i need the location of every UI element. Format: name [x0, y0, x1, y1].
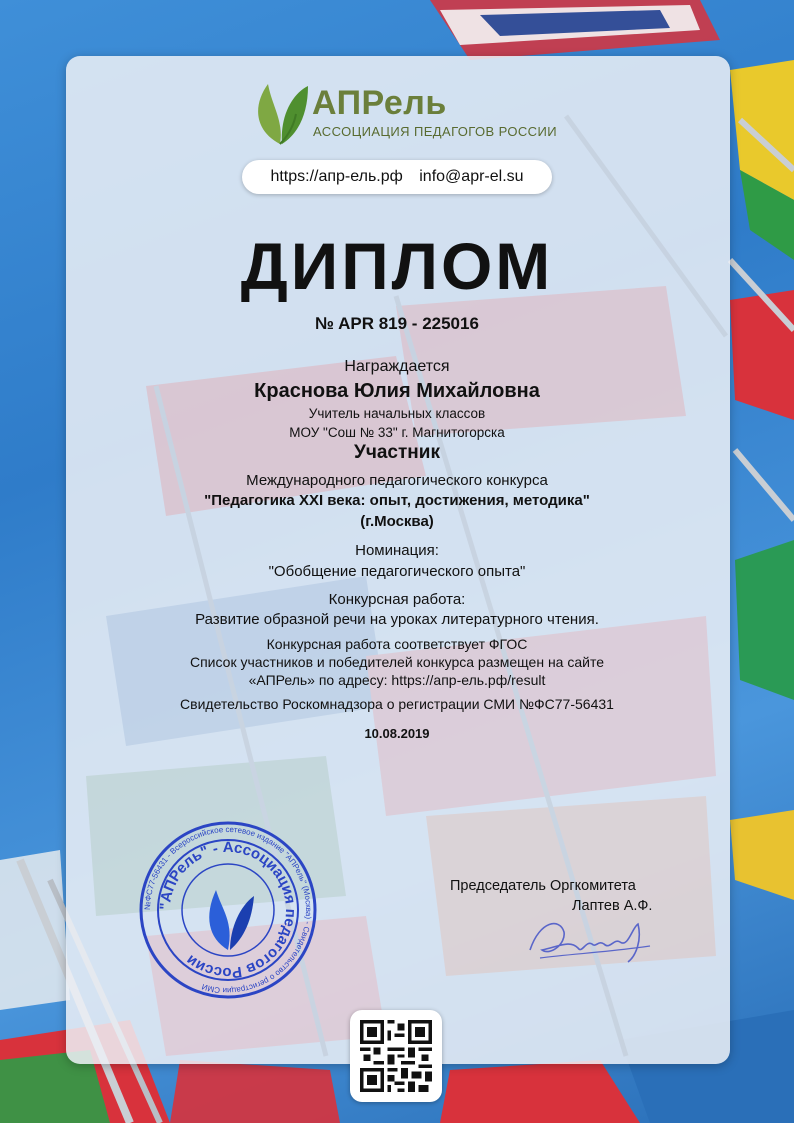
qr-code[interactable] [350, 1010, 442, 1102]
recipient-position: Учитель начальных классов [308, 406, 486, 421]
logo-subtitle: АССОЦИАЦИЯ ПЕДАГОГОВ РОССИИ [313, 124, 557, 139]
email-link[interactable]: info@apr-el.su [419, 168, 524, 185]
fgos-note: Конкурсная работа соответствует ФГОС [266, 636, 528, 652]
results-note-line1: Список участников и победителей конкурса размещен на сайте [189, 654, 604, 670]
diploma-title: ДИПЛОМ [240, 229, 554, 303]
svg-text:№ФС77-56431 - Всероссийское се: №ФС77-56431 - Всероссийское сетевое издание "АПРель" (Москва) - Свидетельство о регистрации СМИ [142, 824, 314, 996]
awarded-label: Награждается [344, 358, 450, 375]
recipient-name: Краснова Юлия Михайловна [254, 380, 540, 402]
svg-text:"АПРель" - Ассоциация педагого: "АПРель" - Ассоциация педагогов России [156, 838, 300, 982]
recipient-school: МОУ "Сош № 33" г. Магнитогорска [289, 425, 505, 440]
work-label: Конкурсная работа: [328, 591, 466, 608]
nomination-value: "Обобщение педагогического опыта" [268, 563, 526, 580]
site-link[interactable]: https://апр-ель.рф [270, 168, 403, 185]
chairman-title: Председатель Оргкомитета [450, 878, 636, 894]
award-status: Участник [354, 442, 440, 463]
contest-type: Международного педагогического конкурса [246, 472, 548, 489]
work-title: Развитие образной речи на уроках литературного чтения. [195, 611, 599, 628]
contest-name: "Педагогика XXI века: опыт, достижения, методика" [204, 492, 590, 509]
contact-links [242, 160, 552, 194]
signer-name: Лаптев А.Ф. [572, 898, 653, 914]
logo-title: АПРель [312, 84, 447, 122]
nomination-label: Номинация: [355, 542, 439, 559]
stamp-seal [138, 820, 318, 1000]
qr-code-icon [360, 1020, 432, 1092]
contest-city: (г.Москва) [360, 513, 434, 530]
signature-mark [520, 910, 660, 970]
registration-certificate: Свидетельство Роскомнадзора о регистрации СМИ №ФС77-56431 [180, 696, 614, 712]
issue-date: 10.08.2019 [364, 726, 430, 741]
results-note-line2: «АПРель» по адресу: https://апр-ель.рф/result [248, 672, 546, 688]
diploma-number: № APR 819 - 225016 [315, 314, 479, 333]
